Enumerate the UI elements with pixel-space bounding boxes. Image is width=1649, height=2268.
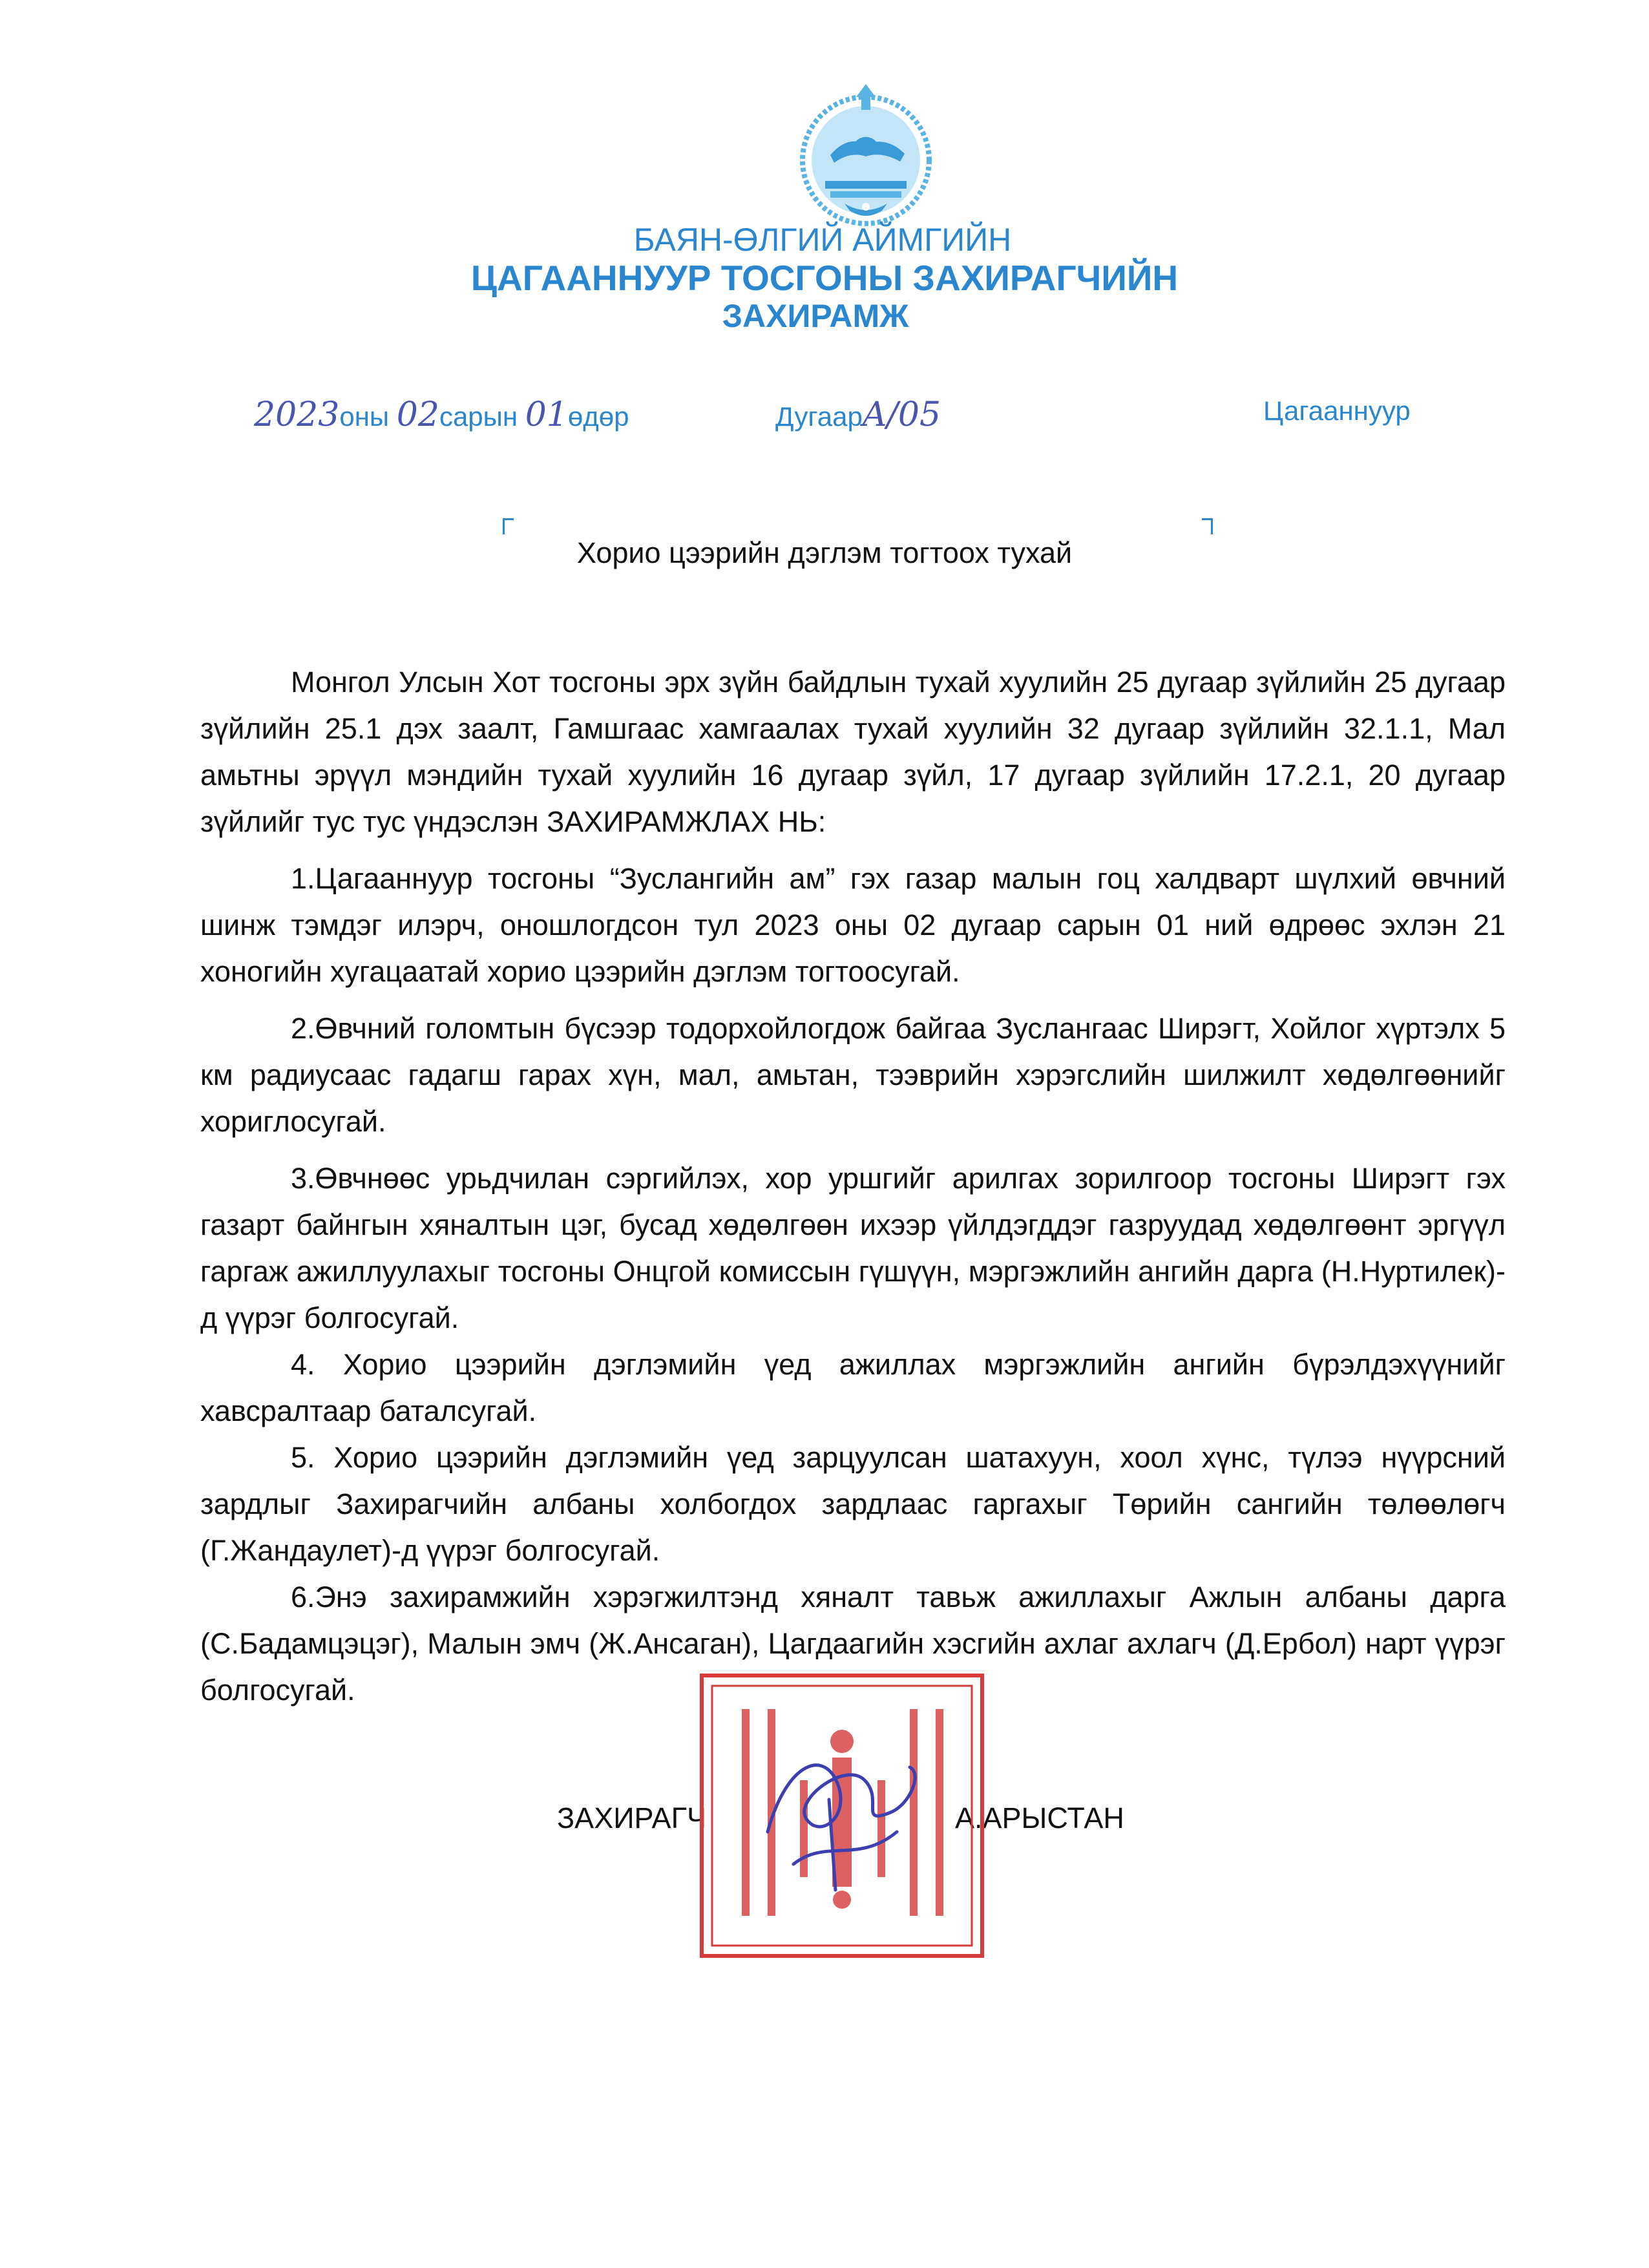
state-emblem-icon (785, 84, 947, 233)
document-date (254, 395, 629, 434)
document-place: Цагааннуур (1263, 395, 1411, 426)
date-day: 01 (525, 395, 568, 434)
title-bracket-left (503, 518, 514, 534)
header-province: БАЯН-ӨЛГИЙ АЙМГИЙН (633, 222, 1012, 258)
body-item-5: 5. Хорио цээрийн дэглэмийн үед зарцуулсан шатахуун, хоол хүнс, түлээ нүүрсний зардлыг Захирагчийн албаны холбогдох зардлаас гаргахыг Төрийн сангийн төлөөлөгч (Г.Жандаулет)-д үүрэг болгосугай. (200, 1441, 1506, 1567)
official-seal-icon (697, 1670, 987, 1961)
body-item-4: 4. Хорио цээрийн дэглэмийн үед ажиллах мэргэжлийн ангийн бүрэлдэхүүнийг хавсралтаар баталсугай. (200, 1348, 1506, 1427)
document-number (775, 395, 941, 434)
date-year: 2023 (254, 395, 340, 434)
header-governor-office: ЦАГААННУУР ТОСГОНЫ ЗАХИРАГЧИЙН (470, 258, 1179, 298)
number-value: A/05 (862, 395, 941, 434)
header-document-type: ЗАХИРАМЖ (722, 298, 909, 334)
signatory-title: ЗАХИРАГЧ (557, 1801, 706, 1834)
body-intro: Монгол Улсын Хот тосгоны эрх зүйн байдлын тухай хуулийн 25 дугаар зүйлийн 25 дугаар зүйлийн 25.1 дэх заалт, Гамшгаас хамгаалах тухай хуулийн 32 дугаар зүйлийн 32.1.1, Мал амьтны эрүүл мэндийн тухай хуулийн 16 дугаар зүйл, 17 дугаар зүйлийн 17.2.1, 20 дугаар зүйлийг тус тус үндэслэн ЗАХИРАМЖЛАХ НЬ: (200, 666, 1506, 838)
date-year-suffix: оны (339, 401, 390, 432)
body-item-1: 1.Цагааннуур тосгоны “Зуслангийн ам” гэх газар малын гоц халдварт шүлхий өвчний шинж тэмдэг илэрч, оношлогдсон тул 2023 оны 02 дугаар сарын 01 ний өдрөөс эхлэн 21 хоногийн хугацаатай хорио цээрийн дэглэм тогтоосугай. (200, 862, 1506, 988)
date-month: 02 (396, 395, 439, 434)
body-item-2: 2.Өвчний голомтын бүсээр тодорхойлогдож байгаа Зуслангаас Ширэгт, Хойлог хүртэлх 5 км радиусаас гадагш гарах хүн, мал, амьтан, тээврийн хэрэгслийн шилжилт хөдөлгөөнийг хориглосугай. (200, 1012, 1506, 1138)
body-item-3: 3.Өвчнөөс урьдчилан сэргийлэх, хор уршгийг арилгах зорилгоор тосгоны Ширэгт гэх газарт байнгын хяналтын цэг, бусад хөдөлгөөн ихээр үйлдэгддэг газруудад хөдөлгөөнт эргүүл гаргаж ажиллуулахыг тосгоны Онцгой комиссын гүшүүн, мэргэжлийн ангийн дарга (Н.Нуртилек)-д үүрэг болгосугай. (200, 1162, 1506, 1334)
date-month-suffix: сарын (439, 401, 518, 432)
signatory-name: А.АРЫСТАН (955, 1801, 1124, 1834)
date-day-suffix: өдөр (567, 401, 629, 432)
document-body (200, 659, 1506, 1714)
body-item-6: 6.Энэ захирамжийн хэрэгжилтэнд хяналт тавьж ажиллахыг Ажлын албаны дарга (С.Бадамцэцэг), Малын эмч (Ж.Ансаган), Цагдаагийн хэсгийн ахлаг ахлагч (Д.Ербол) нарт үүрэг болгосугай. (200, 1580, 1506, 1706)
number-label: Дугаар (775, 401, 863, 432)
document-title: Хорио цээрийн дэглэм тогтоох тухай (576, 536, 1073, 569)
title-bracket-right (1202, 518, 1213, 534)
